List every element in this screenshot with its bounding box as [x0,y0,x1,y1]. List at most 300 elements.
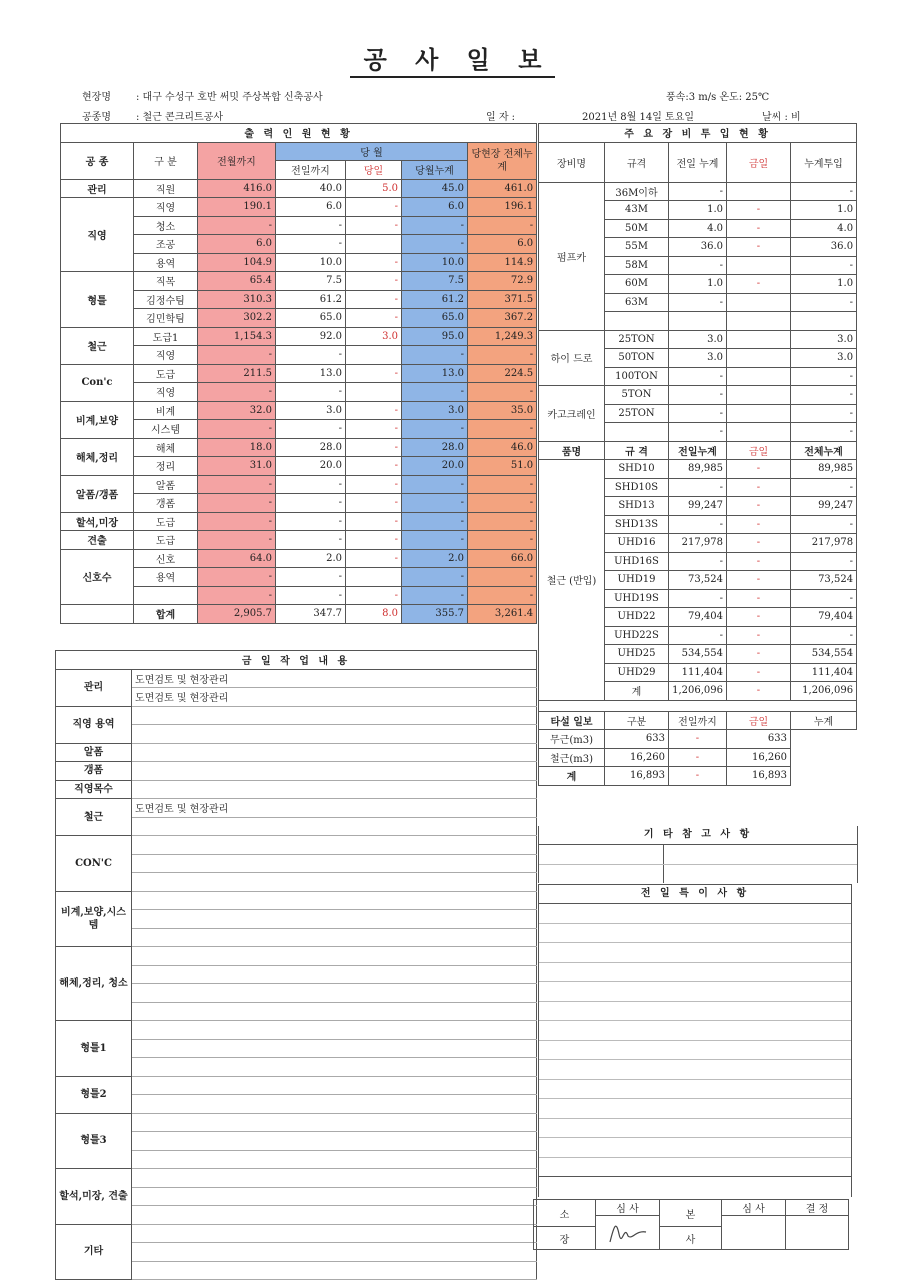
work-label-cell: 갱폼 [56,762,132,781]
prev-cell: 3.0 [669,349,727,368]
spec-cell: 100TON [605,367,669,386]
prev-cell: 4.0 [669,219,727,238]
note-line [539,864,857,865]
eq-col-name: 장비명 [539,142,605,182]
site-total-cell: 114.9 [468,253,537,272]
prev-day-cell: 40.0 [276,179,346,198]
table-row [56,1224,537,1243]
month-total-cell: 355.7 [402,605,468,624]
spec-cell: UHD22S [605,626,669,645]
note-line [539,962,851,963]
approval-mid-top: 본 [660,1200,722,1227]
work-label-cell: 철근 [56,799,132,836]
month-total-cell: - [402,216,468,235]
work-line-cell [132,1243,537,1262]
review1-label: 심 사 [596,1200,660,1216]
table-row [61,364,537,383]
prev-day-cell: 6.0 [276,198,346,217]
today-cell [727,256,791,275]
site-total-cell: 46.0 [468,438,537,457]
eq-col-today: 금일 [727,142,791,182]
total-cell: 73,524 [791,571,857,590]
month-total-cell: 61.2 [402,290,468,309]
prev-cell: - [669,293,727,312]
today-cell: - [727,608,791,627]
pour-total-cell: 16,260 [727,748,791,767]
pour-prev-cell: 633 [605,730,669,749]
page-title [0,40,905,75]
note-line [539,1059,851,1060]
total-cell: 534,554 [791,645,857,664]
pour-div-cell: 무근(m3) [539,730,605,749]
work-label-cell: CON'C [56,836,132,892]
today-cell [346,235,402,254]
today-cell [727,349,791,368]
total-cell: 3.0 [791,349,857,368]
prev-month-cell: 32.0 [198,401,276,420]
total-cell: - [791,478,857,497]
prev-day-cell: 2.0 [276,549,346,568]
prev-cell [669,312,727,331]
prev-cell: 534,554 [669,645,727,664]
col-today: 당일 [346,161,402,180]
pour-label: 타설 일보 [539,711,605,730]
spec-cell: UHD22 [605,608,669,627]
work-label-cell: 알폼 [56,743,132,762]
rb-col-spec: 규 격 [605,441,669,460]
work-line-cell [132,1187,537,1206]
site-total-cell: 66.0 [468,549,537,568]
today-cell [727,182,791,201]
today-cell: - [727,515,791,534]
equipment-table [538,123,857,786]
div-cell: 도급1 [134,327,198,346]
prev-cell: - [669,552,727,571]
pour-today-cell: - [669,730,727,749]
table-row [56,891,537,910]
div-cell: 정리 [134,457,198,476]
today-cell: - [727,552,791,571]
work-line-cell [132,706,537,725]
spec-cell: SHD13 [605,497,669,516]
div-cell: 도급 [134,364,198,383]
prev-month-cell: - [198,568,276,587]
today-cell: - [727,645,791,664]
trade-cell: 견출 [61,531,134,550]
prev-day-cell: 20.0 [276,457,346,476]
prev-month-cell: 64.0 [198,549,276,568]
prev-cell: - [669,478,727,497]
prev-day-cell: - [276,216,346,235]
spacer-row [539,700,857,711]
work-line-cell [132,1150,537,1169]
note-line [539,981,851,982]
spec-cell [605,312,669,331]
total-cell: 89,985 [791,460,857,479]
note-line [539,1079,851,1080]
table-row [539,460,857,479]
today-cell: - [346,290,402,309]
prev-month-cell: - [198,420,276,439]
col-site-total: 당현장 전체누계 [468,142,537,179]
today-cell [727,330,791,349]
work-label-cell: 형틀3 [56,1113,132,1169]
work-line-cell [132,928,537,947]
wind-temp: 풍속:3 m/s 온도: 25℃ [666,92,770,103]
work-title: 금 일 작 업 내 용 [56,651,537,670]
today-cell: - [727,682,791,701]
group-month: 당 월 [276,142,468,161]
div-cell: 김정수팀 [134,290,198,309]
col-div: 구 분 [134,142,198,179]
total-cell [791,312,857,331]
today-cell: - [727,497,791,516]
work-line-cell [132,1095,537,1114]
table-row [539,748,857,767]
pour-prev-cell: 16,260 [605,748,669,767]
today-cell [346,346,402,365]
spec-cell: 55M [605,238,669,257]
today-cell [727,312,791,331]
table-row [56,836,537,855]
prev-cell: 3.0 [669,330,727,349]
weather: 날씨 : 비 [762,112,801,123]
prev-cell: 79,404 [669,608,727,627]
signature-icon [606,1216,650,1246]
div-cell: 직영 [134,198,198,217]
prev-notes-title: 전 일 특 이 사 항 [538,884,852,904]
prev-month-cell: 65.4 [198,272,276,291]
col-prev-month: 전월까지 [198,142,276,179]
today-cell: - [346,457,402,476]
table-row [56,780,537,799]
spec-cell: SHD10 [605,460,669,479]
prev-month-cell: 416.0 [198,179,276,198]
spec-cell: UHD19S [605,589,669,608]
total-cell: - [791,626,857,645]
month-total-cell: 20.0 [402,457,468,476]
spec-cell: 43M [605,201,669,220]
work-line-cell [132,743,537,762]
other-notes-title: 기 타 참 고 사 항 [538,826,858,845]
today-cell: - [346,531,402,550]
prev-notes-box [538,903,852,1177]
prev-cell: - [669,182,727,201]
table-row [61,475,537,494]
spec-cell: 5TON [605,386,669,405]
spec-cell: SHD10S [605,478,669,497]
prev-day-cell: 347.7 [276,605,346,624]
note-line [539,1157,851,1158]
rb-col-total: 전체누계 [791,441,857,460]
div-cell: 직목 [134,272,198,291]
trade-cell: 비계,보양 [61,401,134,438]
today-cell: - [346,401,402,420]
month-total-cell: - [402,512,468,531]
div-cell: 직영 [134,383,198,402]
site-total-cell: 196.1 [468,198,537,217]
work-label-cell: 비계,보양,시스템 [56,891,132,947]
spec-cell: 36M이하 [605,182,669,201]
today-cell: - [727,571,791,590]
eq-col-prev: 전일 누계 [669,142,727,182]
site-label: 현장명 [82,92,111,103]
pour-div-cell: 철근(m3) [539,748,605,767]
today-cell [727,404,791,423]
site-total-cell: 1,249.3 [468,327,537,346]
prev-month-cell: 190.1 [198,198,276,217]
spec-cell: SHD13S [605,515,669,534]
table-row [56,669,537,688]
spec-cell: 50TON [605,349,669,368]
trade-cell: Con'c [61,364,134,401]
work-line-cell [132,1058,537,1077]
spec-cell: 계 [605,682,669,701]
pour-prev-cell: 16,893 [605,767,669,786]
prev-cell: - [669,367,727,386]
spec-cell: UHD25 [605,645,669,664]
table-row [56,743,537,762]
table-row [61,401,537,420]
prev-month-cell: - [198,383,276,402]
work-label-cell: 기타 [56,1224,132,1280]
table-row [56,1113,537,1132]
work-label-cell: 할석,미장, 견출 [56,1169,132,1225]
prev-month-cell: 2,905.7 [198,605,276,624]
work-line-cell [132,1169,537,1188]
pour-col-div: 구분 [605,711,669,730]
work-line-cell [132,1224,537,1243]
note-line [539,923,851,924]
spec-cell [605,423,669,442]
table-row [61,531,537,550]
today-cell [727,423,791,442]
today-cell: - [346,272,402,291]
table-row [61,549,537,568]
note-line [539,1098,851,1099]
month-total-cell: - [402,586,468,605]
total-cell: 111,404 [791,663,857,682]
other-notes-box [538,845,858,883]
today-cell [727,367,791,386]
today-cell: - [346,253,402,272]
approval-table [533,1199,849,1250]
note-line [539,1001,851,1002]
trade-cell: 신호수 [61,549,134,605]
work-label-cell: 해체,정리, 청소 [56,947,132,1021]
total-cell: 99,247 [791,497,857,516]
work-line-cell [132,780,537,799]
equipment-name-cell: 카고크레인 [539,386,605,442]
prev-day-cell: 10.0 [276,253,346,272]
month-total-cell: 10.0 [402,253,468,272]
manpower-title: 출 력 인 원 현 황 [61,124,537,143]
work-line-cell [132,947,537,966]
table-row [539,330,857,349]
prev-day-cell: - [276,568,346,587]
work-line-cell [132,725,537,744]
work-line-cell [132,891,537,910]
approval-left-bottom: 장 [534,1227,596,1250]
trade-cell: 철근 [61,327,134,364]
work-label-cell: 직영목수 [56,780,132,799]
prev-day-cell: - [276,475,346,494]
table-row [61,512,537,531]
review2-cell [722,1216,786,1250]
prev-cell: 217,978 [669,534,727,553]
month-total-cell: 2.0 [402,549,468,568]
title-text: 공 사 일 보 [350,45,556,78]
review2-label: 심 사 [722,1200,786,1216]
month-total-cell: 13.0 [402,364,468,383]
work-line-cell [132,1113,537,1132]
today-cell [727,386,791,405]
work-line-cell [132,1002,537,1021]
pour-col-today: 금일 [727,711,791,730]
today-cell: - [346,494,402,513]
approval-left-top: 소 [534,1200,596,1227]
trade-cell: 해체,정리 [61,438,134,475]
div-cell: 비계 [134,401,198,420]
total-cell: 4.0 [791,219,857,238]
spec-cell: 63M [605,293,669,312]
prev-cell: - [669,515,727,534]
div-cell: 직원 [134,179,198,198]
prev-cell: 111,404 [669,663,727,682]
site-total-cell: - [468,586,537,605]
work-line-cell [132,762,537,781]
total-cell: - [791,256,857,275]
prev-cell: 89,985 [669,460,727,479]
div-cell: 조공 [134,235,198,254]
prev-cell: - [669,404,727,423]
div-cell: 알폼 [134,475,198,494]
rebar-item-cell: 철근 (반입) [539,460,605,701]
prev-month-cell: 310.3 [198,290,276,309]
month-total-cell: - [402,383,468,402]
total-cell: 36.0 [791,238,857,257]
pour-total-cell: 16,893 [727,767,791,786]
prev-cell: - [669,256,727,275]
table-row [56,947,537,966]
note-line [539,1118,851,1119]
table-row [61,605,537,624]
table-row [56,1169,537,1188]
work-line-cell [132,910,537,929]
month-total-cell: - [402,346,468,365]
table-row [56,1076,537,1095]
work-line-cell [132,984,537,1003]
work-line-cell: 도면검토 및 현장관리 [132,669,537,688]
trade-cell [61,605,134,624]
site-total-cell: - [468,494,537,513]
equipment-title: 주 요 장 비 투 입 현 황 [539,124,857,143]
prev-day-cell: 7.5 [276,272,346,291]
total-cell: - [791,515,857,534]
site-total-cell: - [468,420,537,439]
month-total-cell: 3.0 [402,401,468,420]
site-total-cell: - [468,383,537,402]
work-table [55,650,537,1280]
date-label: 일 자 : [486,112,516,123]
spec-cell: UHD29 [605,663,669,682]
div-cell: 갱폼 [134,494,198,513]
prev-month-cell: 211.5 [198,364,276,383]
site-total-cell: 461.0 [468,179,537,198]
prev-month-cell: - [198,216,276,235]
trade-cell: 형틀 [61,272,134,328]
div-cell: 청소 [134,216,198,235]
table-row [539,730,857,749]
pour-col-prev: 전일까지 [669,711,727,730]
total-cell: 79,404 [791,608,857,627]
site-total-cell: 6.0 [468,235,537,254]
work-line-cell [132,817,537,836]
site-total-cell: - [468,512,537,531]
today-cell: - [727,663,791,682]
div-cell: 도급 [134,531,198,550]
work-line-cell [132,965,537,984]
prev-day-cell: - [276,531,346,550]
div-cell: 직영 [134,346,198,365]
prev-month-cell: 104.9 [198,253,276,272]
eq-col-spec: 규격 [605,142,669,182]
site-total-cell: - [468,531,537,550]
prev-day-cell: - [276,235,346,254]
equipment-name-cell: 펌프카 [539,182,605,330]
note-line [539,1020,851,1021]
type-value: : 철근 콘크리트공사 [136,112,224,123]
div-cell: 김민학팀 [134,309,198,328]
col-prev-day: 전일까지 [276,161,346,180]
pour-col-total: 누계 [791,711,857,730]
month-total-cell: 95.0 [402,327,468,346]
today-cell: - [727,275,791,294]
work-line-cell [132,1132,537,1151]
prev-cell: - [669,423,727,442]
total-cell: 217,978 [791,534,857,553]
pour-today-cell: - [669,748,727,767]
site-total-cell: 367.2 [468,309,537,328]
decision-label: 결 정 [786,1200,849,1216]
div-cell: 합계 [134,605,198,624]
today-cell: - [727,534,791,553]
prev-day-cell: 61.2 [276,290,346,309]
work-label-cell: 직영 용역 [56,706,132,743]
table-row [61,327,537,346]
work-line-cell [132,1021,537,1040]
spec-cell: 25TON [605,404,669,423]
prev-month-cell: 302.2 [198,309,276,328]
site-total-cell: - [468,568,537,587]
prev-day-cell: - [276,420,346,439]
site-total-cell: 3,261.4 [468,605,537,624]
month-total-cell: - [402,568,468,587]
type-label: 공종명 [82,112,111,123]
prev-day-cell: - [276,346,346,365]
prev-cell: - [669,386,727,405]
prev-day-cell: - [276,512,346,531]
signature-cell [596,1216,660,1250]
div-cell: 도급 [134,512,198,531]
work-label-cell: 관리 [56,669,132,706]
table-row [61,179,537,198]
work-line-cell: 도면검토 및 현장관리 [132,799,537,818]
prev-cell: 99,247 [669,497,727,516]
today-cell: - [346,438,402,457]
total-cell: - [791,423,857,442]
prev-cell: 73,524 [669,571,727,590]
